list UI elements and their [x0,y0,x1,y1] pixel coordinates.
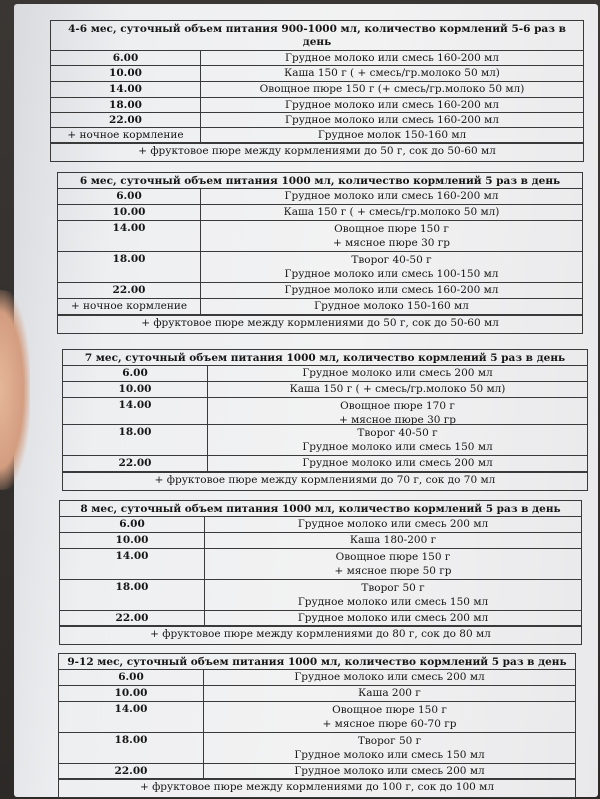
schedule-row [60,517,581,533]
feeding-line: Грудное молоко или смесь 150 мл [294,749,485,761]
schedule-block [58,653,576,798]
feeding-line: Творог 50 г [361,582,425,594]
feeding-line: Грудное молоко или смесь 150 мл [302,441,493,453]
block-title: 9-12 мес, суточный объем питания 1000 мл, количество кормлений 5 раз в день [59,654,575,670]
feeding-line: Грудное молоко 150-160 мл [314,300,469,312]
feeding-time: 10.00 [63,382,208,397]
feeding-description [204,764,575,778]
feeding-line: + мясное пюре 50 гр [334,565,452,577]
feeding-description [204,733,575,763]
schedule-row [51,113,583,128]
feeding-time: 18.00 [60,580,205,610]
feeding-description [201,221,582,251]
schedule-row [59,733,575,764]
feeding-line: Грудное молоко или смесь 100-150 мл [284,268,499,280]
feeding-description [208,425,587,455]
block-title: 4-6 мес, суточный объем питания 900-1000 мл, количество кормлений 5-6 раз в день [51,21,583,51]
feeding-time: 10.00 [51,66,201,81]
feeding-line: Грудное молоко или смесь 160-200 мл [284,190,499,202]
block-title: 8 мес, суточный объем питания 1000 мл, количество кормлений 5 раз в день [60,501,581,517]
feeding-line: Грудное молоко или смесь 160-200 мл [285,99,499,111]
feeding-time: 22.00 [60,611,205,625]
feeding-line: Творог 50 г [357,735,422,747]
feeding-line: Грудное молок 150-160 мл [317,129,467,141]
feeding-description [204,670,575,685]
feeding-line: Каша 200 г [358,687,421,699]
feeding-description [208,382,587,397]
schedule-row [59,670,575,686]
schedule-block [62,349,588,491]
feeding-description [201,98,583,112]
schedule-row [58,205,582,221]
feeding-description [205,517,581,532]
schedule-row [60,533,581,549]
feeding-time: 6.00 [60,517,205,532]
feeding-description [204,686,575,701]
feeding-description [201,82,583,97]
feeding-time: 22.00 [59,764,204,778]
feeding-line: Грудное молоко или смесь 160-200 мл [285,114,499,126]
schedule-row [60,549,581,580]
feeding-line: + мясное пюре 30 гр [338,414,456,426]
schedule-row [59,686,575,702]
schedule-row [58,299,582,315]
feeding-line: Овощное пюре 150 г [335,551,451,563]
feeding-line: + мясное пюре 30 гр [332,237,450,249]
feeding-time: 22.00 [51,113,201,127]
feeding-description [204,702,575,732]
feeding-description [208,456,587,471]
feeding-description [201,66,583,81]
feeding-line: Творог 40-50 г [351,254,432,266]
schedule-row [58,221,582,252]
feeding-description [201,283,582,298]
block-footer: + фруктовое пюре между кормлениями до 80 г, сок до 80 мл [60,626,581,644]
feeding-line: Творог 40-50 г [357,427,438,439]
schedule-row [58,252,582,283]
feeding-line: Овощное пюре 170 г [340,400,455,412]
schedule-row [51,66,583,82]
feeding-time: 6.00 [58,189,201,204]
feeding-line: Каша 150 г ( + смесь/гр.молоко 50 мл) [283,206,500,218]
feeding-time: 10.00 [59,686,204,701]
thumb [0,290,30,490]
feeding-line: Грудное молоко или смесь 200 мл [294,765,485,777]
schedule-row [63,456,587,472]
feeding-time: 10.00 [58,205,201,220]
block-footer: + фруктовое пюре между кормлениями до 100 г, сок до 100 мл [59,779,575,797]
feeding-time: 18.00 [63,425,208,455]
feeding-line: Каша 150 г ( + смесь/гр.молоко 50 мл) [289,383,506,395]
feeding-time: 22.00 [63,456,208,471]
schedule-row [51,128,583,143]
feeding-time: + ночное кормление [51,128,201,142]
feeding-line: Овощное пюре 150 г [334,223,449,235]
feeding-description [201,299,582,314]
feeding-description [201,205,582,220]
feeding-line: Грудное молоко или смесь 160-200 мл [285,52,499,64]
feeding-time: + ночное кормление [58,299,201,314]
feeding-time: 14.00 [58,221,201,251]
schedule-row [59,702,575,733]
feeding-line: + мясное пюре 60-70 гр [322,718,457,730]
schedule-block [59,500,582,645]
feeding-description [208,366,587,381]
feeding-description [205,580,581,610]
feeding-line: Грудное молоко или смесь 200 мл [297,518,489,530]
schedule-block [50,20,584,162]
feeding-description [201,128,583,142]
feeding-time: 18.00 [59,733,204,763]
feeding-description [205,533,581,548]
feeding-time: 10.00 [60,533,205,548]
feeding-time: 6.00 [59,670,204,685]
feeding-description [201,252,582,282]
schedule-row [51,98,583,113]
block-footer: + фруктовое пюре между кормлениями до 50 г, сок до 50-60 мл [58,315,582,333]
feeding-time: 14.00 [60,549,205,579]
feeding-time: 14.00 [59,702,204,732]
schedule-row [58,283,582,299]
schedule-row [60,611,581,626]
feeding-description [201,113,583,127]
feeding-line: Грудное молоко или смесь 160-200 мл [284,284,499,296]
feeding-description [201,51,583,65]
feeding-line: Грудное молоко или смесь 200 мл [302,457,493,469]
schedule-row [51,82,583,98]
block-footer: + фруктовое пюре между кормлениями до 50 г, сок до 50-60 мл [51,143,583,161]
block-title: 6 мес, суточный объем питания 1000 мл, количество кормлений 5 раз в день [58,173,582,189]
schedule-block [57,172,583,334]
feeding-line: Каша 180-200 г [349,534,437,546]
feeding-line: Каша 150 г ( + смесь/гр.молоко 50 мл) [284,67,500,79]
feeding-time: 18.00 [51,98,201,112]
feeding-time: 22.00 [58,283,201,298]
feeding-line: Овощное пюре 150 г [332,704,447,716]
feeding-line: Грудное молоко или смесь 200 мл [302,367,493,379]
block-title: 7 мес, суточный объем питания 1000 мл, количество кормлений 5 раз в день [63,350,587,366]
schedule-row [63,398,587,425]
block-footer: + фруктовое пюре между кормлениями до 70 г, сок до 70 мл [63,472,587,490]
feeding-description [205,549,581,579]
feeding-time: 6.00 [63,366,208,381]
feeding-description [208,398,587,424]
schedule-row [63,425,587,456]
feeding-time: 14.00 [63,398,208,424]
schedule-row [63,382,587,398]
feeding-line: Грудное молоко или смесь 200 мл [294,671,485,683]
feeding-time: 14.00 [51,82,201,97]
schedule-row [51,51,583,66]
schedule-row [60,580,581,611]
feeding-description [205,611,581,625]
schedule-row [58,189,582,205]
feeding-line: Овощное пюре 150 г (+ смесь/гр.молоко 50 мл) [259,83,525,95]
schedule-row [59,764,575,779]
feeding-time: 18.00 [58,252,201,282]
schedule-row [63,366,587,382]
feeding-line: Грудное молоко или смесь 200 мл [297,612,489,624]
feeding-description [201,189,582,204]
feeding-time: 6.00 [51,51,201,65]
feeding-line: Грудное молоко или смесь 150 мл [297,596,489,608]
